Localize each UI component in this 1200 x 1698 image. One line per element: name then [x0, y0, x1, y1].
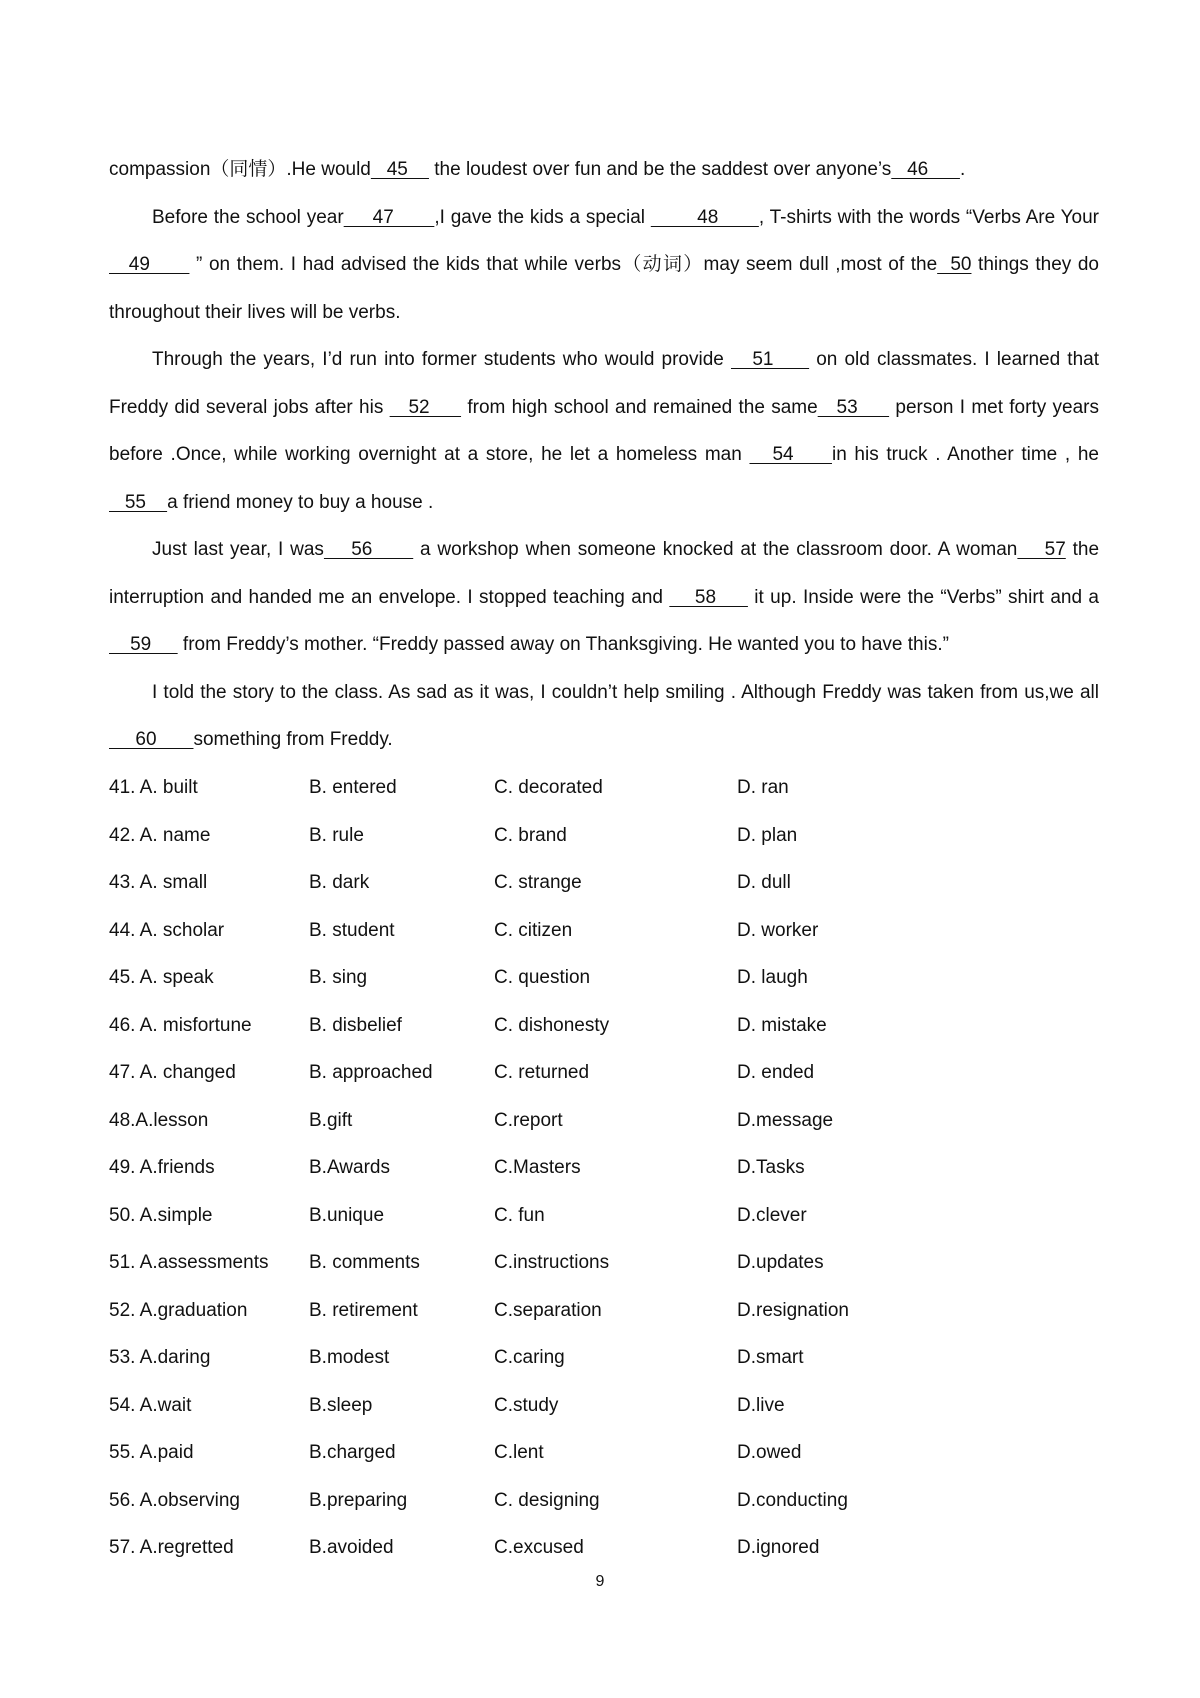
option-row [109, 1287, 1099, 1335]
text: something from Freddy. [193, 729, 393, 750]
text: in his truck . Another time , he [831, 444, 1099, 465]
option-d: D. plan [737, 824, 798, 846]
option-d: D. laugh [737, 967, 808, 988]
option-c: C.study [494, 1394, 559, 1416]
option-b: B.gift [309, 1109, 353, 1131]
option-b: B.avoided [309, 1537, 394, 1558]
text: , T-shirts with the words “Verbs Are Your [758, 206, 1099, 228]
option-row [109, 764, 1099, 812]
text: . [959, 159, 966, 180]
option-a: 44. A. scholar [109, 919, 225, 941]
blank-49: 49 [109, 254, 190, 275]
option-d: D. dull [737, 872, 791, 893]
blank-54: 54 [749, 444, 832, 465]
option-a: 47. A. changed [109, 1062, 236, 1083]
option-b: B.preparing [309, 1489, 408, 1511]
option-row [109, 859, 1099, 907]
option-c: C.separation [494, 1299, 602, 1321]
option-d: D. worker [737, 919, 819, 941]
option-b: B. disbelief [309, 1014, 402, 1036]
option-c: C. strange [494, 872, 582, 893]
text: I told the story to the class. As sad as it was, I couldn’t help smiling . Although Freddy was taken from us,we all [152, 681, 1099, 703]
text: from Freddy’s mother. “Freddy passed away on Thanksgiving. He wanted you to have this.” [177, 634, 949, 655]
option-d: D.resignation [737, 1299, 849, 1321]
text: Through the years, I’d run into former students who would provide [152, 349, 731, 370]
option-row [109, 1429, 1099, 1477]
option-b: B. rule [309, 824, 364, 846]
option-c: C. question [494, 967, 591, 988]
option-a: 49. A.friends [109, 1157, 215, 1178]
option-d: D.smart [737, 1347, 804, 1368]
blank-53: 53 [817, 396, 890, 418]
option-a: 56. A.observing [109, 1489, 240, 1511]
text: the loudest over fun and be the saddest over anyone’s [428, 159, 892, 180]
option-d: D.clever [737, 1204, 807, 1226]
option-d: D.conducting [737, 1489, 848, 1511]
option-d: D.message [737, 1109, 834, 1131]
option-row [109, 1239, 1099, 1287]
blank-58: 58 [669, 586, 748, 608]
blank-52: 52 [389, 396, 462, 418]
blank-51: 51 [730, 349, 810, 370]
option-row [109, 1002, 1099, 1050]
option-row [109, 1477, 1099, 1525]
text: it up. Inside were the “Verbs” shirt and a [747, 586, 1099, 608]
text: the interruption and handed me an envelope. I stopped teaching and [109, 539, 1100, 608]
option-row [109, 1192, 1099, 1240]
text: a friend money to buy a house . [167, 491, 434, 513]
text: ” on them. I had advised the kids that while verbs（动词）may seem dull ,most of the [189, 254, 938, 275]
option-b: B. approached [309, 1062, 433, 1083]
blank-48: 48 [650, 206, 759, 228]
blank-45: 45 [370, 159, 429, 180]
option-row [109, 1144, 1099, 1192]
blank-56: 56 [323, 539, 414, 560]
text: compassion（同情）.He would [109, 159, 371, 180]
option-b: B.Awards [309, 1157, 390, 1178]
option-b: B. sing [309, 967, 368, 988]
option-a: 57. A.regretted [109, 1537, 234, 1558]
option-a: 53. A.daring [109, 1347, 211, 1368]
option-b: B. comments [309, 1252, 420, 1273]
option-b: B. dark [309, 872, 370, 893]
option-c: C.instructions [494, 1252, 610, 1273]
text: from high school and remained the same [461, 396, 818, 418]
text: Just last year, I was [152, 539, 324, 560]
cloze-passage [109, 146, 1099, 764]
answer-options [109, 764, 1099, 1572]
option-a: 51. A.assessments [109, 1252, 269, 1273]
option-c: C.excused [494, 1537, 584, 1558]
option-a: 42. A. name [109, 824, 211, 846]
option-b: B.unique [309, 1204, 385, 1226]
option-c: C. brand [494, 824, 567, 846]
option-row [109, 1524, 1099, 1572]
option-c: C. citizen [494, 919, 573, 941]
text: Before the school year [152, 206, 344, 228]
paragraph-2 [109, 194, 1099, 337]
text: on old classmates. I learned that Freddy did several jobs after his [109, 349, 1099, 418]
option-d: D. ended [737, 1062, 815, 1083]
option-a: 41. A. built [109, 777, 198, 798]
option-c: C. fun [494, 1204, 545, 1226]
option-row [109, 954, 1099, 1002]
option-row [109, 1049, 1099, 1097]
option-a: 43. A. small [109, 872, 208, 893]
blank-50: 50 [937, 254, 972, 275]
page-number: 9 [595, 1573, 605, 1590]
blank-46: 46 [891, 159, 960, 180]
option-d: D. mistake [737, 1014, 827, 1036]
option-c: C.report [494, 1109, 563, 1131]
option-c: C. decorated [494, 777, 603, 798]
paragraph-3 [109, 336, 1099, 526]
text: things they do throughout their lives will be verbs. [109, 254, 1099, 323]
option-c: C.lent [494, 1442, 544, 1463]
paragraph-5 [109, 669, 1099, 764]
option-b: B. entered [309, 777, 397, 798]
option-c: C. dishonesty [494, 1014, 610, 1036]
text: a workshop when someone knocked at the classroom door. A woman [413, 539, 1018, 560]
option-c: C.Masters [494, 1157, 581, 1178]
paragraph-4 [109, 526, 1099, 669]
text: ,I gave the kids a special [434, 206, 651, 228]
option-b: B.charged [309, 1442, 396, 1463]
blank-59: 59 [109, 634, 178, 655]
option-d: D.ignored [737, 1537, 820, 1558]
paragraph-1 [109, 146, 1099, 194]
option-row [109, 907, 1099, 955]
blank-57: 57 [1017, 539, 1066, 560]
option-a: 45. A. speak [109, 967, 214, 988]
option-c: C.caring [494, 1347, 565, 1368]
option-d: D. ran [737, 777, 789, 798]
option-a: 55. A.paid [109, 1442, 194, 1463]
text: person I met forty years before .Once, while working overnight at a store, he let a homeless man [109, 396, 1099, 465]
option-a: 52. A.graduation [109, 1299, 248, 1321]
option-d: D.updates [737, 1252, 824, 1273]
option-c: C. designing [494, 1489, 600, 1511]
option-b: B.sleep [309, 1394, 373, 1416]
option-c: C. returned [494, 1062, 590, 1083]
option-b: B. student [309, 919, 395, 941]
option-row [109, 1382, 1099, 1430]
option-a: 48.A.lesson [109, 1109, 209, 1131]
option-d: D.Tasks [737, 1157, 805, 1178]
blank-55: 55 [109, 491, 168, 513]
option-a: 50. A.simple [109, 1204, 213, 1226]
option-a: 54. A.wait [109, 1394, 192, 1416]
option-d: D.owed [737, 1442, 802, 1463]
option-row [109, 812, 1099, 860]
option-b: B. retirement [309, 1299, 418, 1321]
option-row [109, 1334, 1099, 1382]
option-b: B.modest [309, 1347, 390, 1368]
option-d: D.live [737, 1394, 785, 1416]
blank-47: 47 [343, 206, 435, 228]
option-a: 46. A. misfortune [109, 1014, 252, 1036]
option-row [109, 1097, 1099, 1145]
blank-60: 60 [109, 729, 194, 750]
